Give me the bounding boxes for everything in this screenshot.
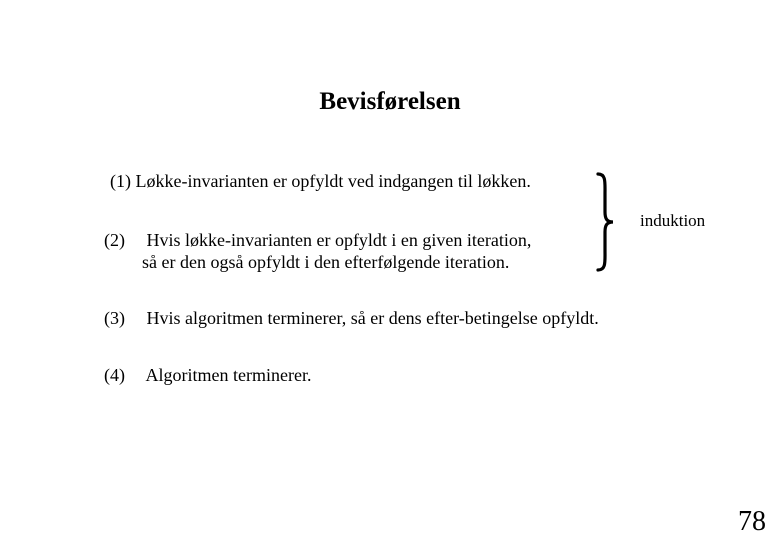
proof-step-2 xyxy=(104,229,531,251)
step-number: (2) xyxy=(104,230,125,250)
step-text: Løkke-invarianten er opfyldt ved indgangen til løkken. xyxy=(135,171,531,191)
step-text: Hvis løkke-invarianten er opfyldt i en given iteration, xyxy=(146,230,532,250)
proof-step-4 xyxy=(104,364,311,386)
induction-brace xyxy=(590,172,620,272)
proof-step-1 xyxy=(110,170,531,192)
step-number: (3) xyxy=(104,308,125,328)
proof-step-2-continuation xyxy=(142,251,509,273)
page-number: 78 xyxy=(738,506,766,537)
slide-title: Bevisførelsen xyxy=(319,88,461,115)
proof-step-3 xyxy=(104,307,599,329)
step-text: Algoritmen terminerer. xyxy=(145,365,312,385)
step-text: Hvis algoritmen terminerer, så er dens efter-betingelse opfyldt. xyxy=(146,308,599,328)
step-number: (1) xyxy=(110,171,131,191)
step-number: (4) xyxy=(104,365,125,385)
step-text-continued: så er den også opfyldt i den efterfølgende iteration. xyxy=(142,252,510,272)
induction-label: induktion xyxy=(640,211,706,230)
right-brace-icon xyxy=(590,172,620,272)
